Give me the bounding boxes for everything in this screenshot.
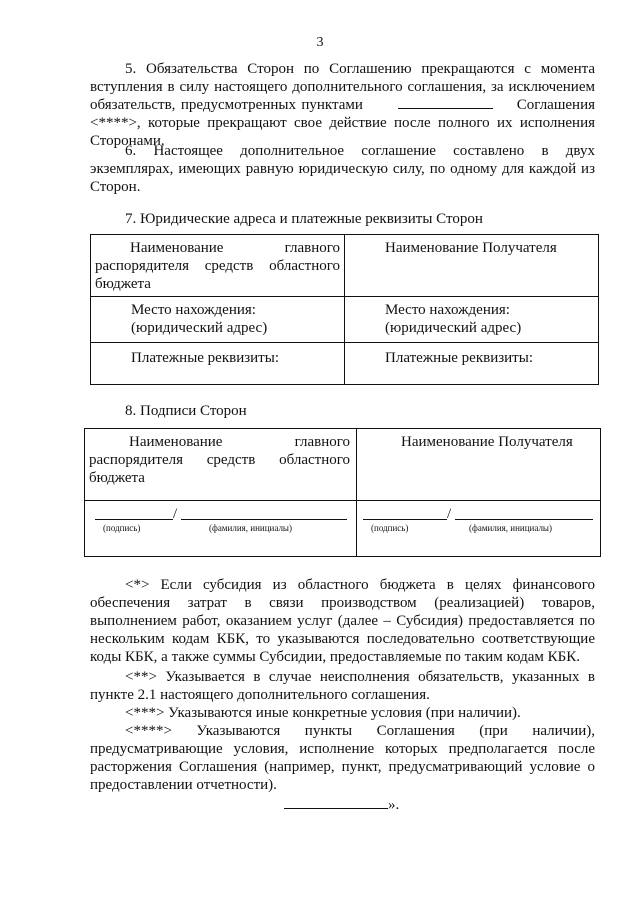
grantor-payment-cell: [91, 343, 345, 385]
grantor-name-caption: (фамилия, инициалы): [209, 523, 292, 533]
recipient-payment-label: Платежные реквизиты:: [385, 350, 533, 366]
paragraph-5: [90, 60, 595, 150]
closing-blank: [284, 796, 388, 809]
grantor-signature-cell: [85, 501, 357, 557]
signatures-table: [84, 428, 601, 557]
recipient-signature-cell: [357, 501, 601, 557]
footnote-2: <**> Указывается в случае неисполнения обязательств, указанных в пункте 2.1 настоящего дополнительного соглашения.: [90, 669, 595, 703]
footnote-1: <*> Если субсидия из областного бюджета в целях финансового обеспечения затрат в связи производством (реализацией) товаров, выполнением работ, оказанием услуг (далее – Субсидия) предоставляется по нескольким кодам КБК, то указываются последовательно соответствующие коды КБК, а также суммы Субсидии, предоставляемые по таким кодам КБК.: [90, 577, 595, 665]
recipient-payment-cell: [345, 343, 599, 385]
section-8-heading: 8. Подписи Сторон: [125, 403, 247, 419]
section-7-heading: 7. Юридические адреса и платежные реквизиты Сторон: [125, 211, 483, 227]
recipient-name-cell: [345, 235, 599, 297]
sign-recipient-name: Наименование Получателя: [401, 434, 573, 450]
grantor-name: Наименование главного распорядителя средств областного бюджета: [95, 240, 340, 292]
recipient-signature-line: [363, 519, 447, 520]
paragraph-5-tail: Соглашения <****>, которые прекращают свое действие после полного их исполнения Сторонами.: [90, 97, 595, 149]
closing-line: [284, 796, 399, 814]
requisites-table: [90, 234, 599, 385]
recipient-location-sub: (юридический адрес): [385, 320, 522, 336]
page-number: 3: [316, 35, 324, 50]
recipient-location-label: Место нахождения:: [385, 302, 510, 318]
footnote-3: <***> Указываются иные конкретные условия (при наличии).: [125, 705, 521, 721]
closing-quote: ».: [388, 797, 400, 813]
footnote-4: <****> Указываются пункты Соглашения (при наличии), предусматривающие условия, исполнение которых предполагается после расторжения Соглашения (например, пункт, предусматривающий условие о предоставлении отчетности).: [90, 723, 595, 793]
grantor-name-line: [181, 519, 347, 520]
recipient-signature-caption: (подпись): [371, 523, 409, 533]
recipient-separator: /: [447, 506, 452, 522]
grantor-signature-line: [95, 519, 173, 520]
grantor-separator: /: [173, 506, 178, 522]
recipient-name-caption: (фамилия, инициалы): [469, 523, 552, 533]
grantor-signature-caption: (подпись): [103, 523, 141, 533]
grantor-payment-label: Платежные реквизиты:: [131, 350, 279, 366]
paragraph-5-text: 5. Обязательства Сторон по Соглашению прекращаются с момента вступления в силу настоящего дополнительного соглашения, за исключением обязательств, предусмотренных пунктами: [90, 61, 595, 113]
recipient-location-cell: [345, 297, 599, 343]
recipient-name-line: [455, 519, 593, 520]
sign-recipient-name-cell: [357, 429, 601, 501]
grantor-name-cell: [91, 235, 345, 297]
grantor-location-label: Место нахождения:: [131, 302, 256, 318]
sign-grantor-name-cell: [85, 429, 357, 501]
sign-grantor-name: Наименование главного распорядителя средств областного бюджета: [89, 434, 350, 486]
recipient-name: Наименование Получателя: [385, 240, 557, 256]
paragraph-6: 6. Настоящее дополнительное соглашение составлено в двух экземплярах, имеющих равную юридическую силу, по одному для каждой из Сторон.: [90, 143, 595, 195]
grantor-location-sub: (юридический адрес): [131, 320, 268, 336]
clause-blank: [398, 96, 493, 109]
grantor-location-cell: [91, 297, 345, 343]
